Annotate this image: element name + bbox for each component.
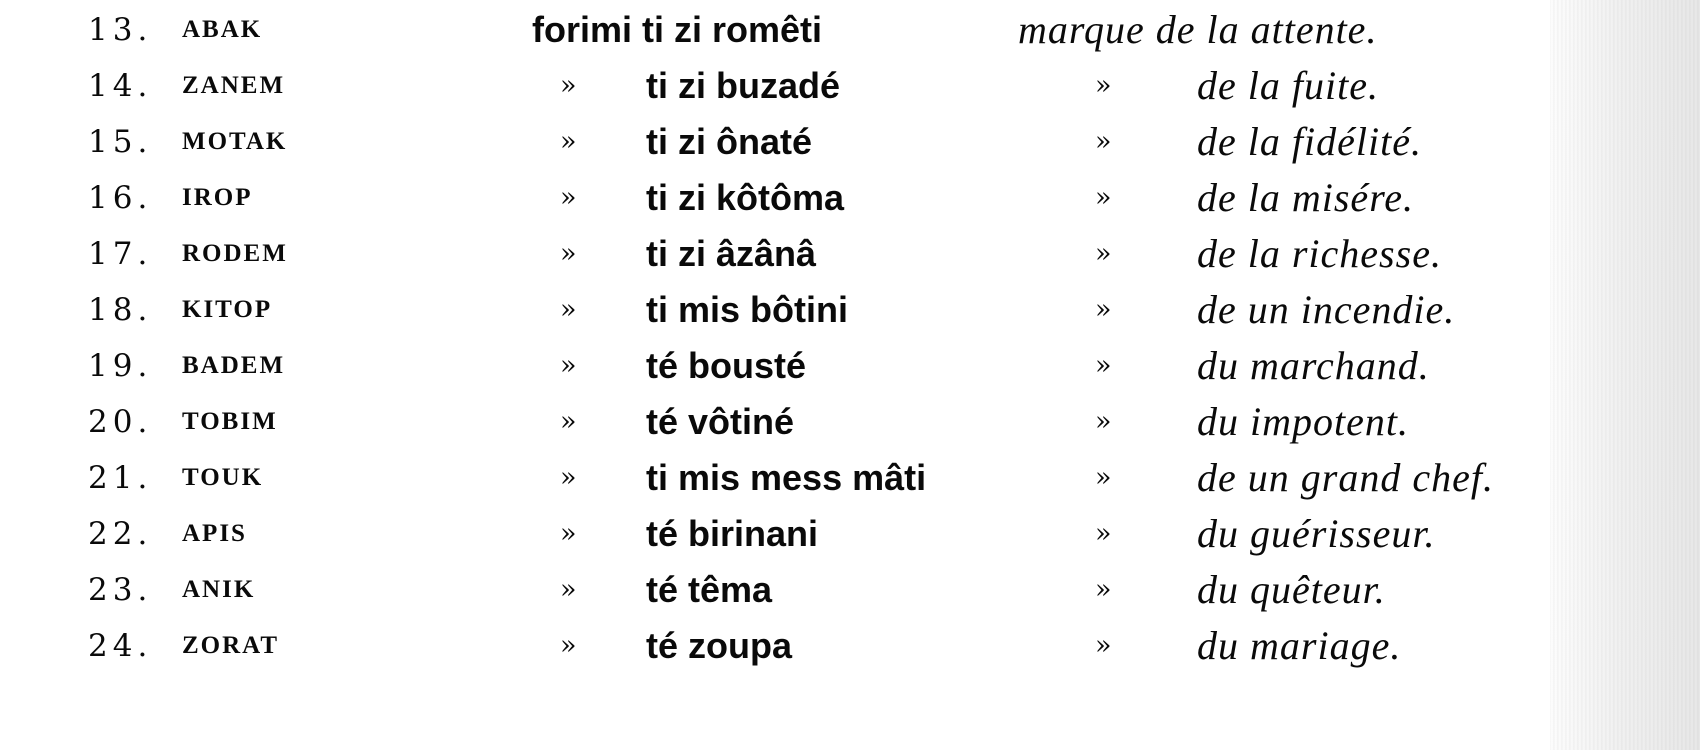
ditto-mark: » [1095,294,1112,325]
ditto-mark: » [560,182,577,213]
ditto-mark: » [560,70,577,101]
table-row [0,504,1700,564]
entry-number: 18. [88,292,153,328]
entry-phrase: té birinani [646,513,819,554]
entry-phrase: ti mis bôtini [646,289,848,330]
entry-number: 20. [88,404,153,440]
entry-phrase: ti zi ônaté [646,121,813,162]
entry-phrase: ti zi buzadé [646,65,841,106]
ditto-mark: » [560,462,577,493]
entry-meaning: du guérisseur. [1197,511,1436,556]
entry-meaning: de la fidélité. [1197,119,1422,164]
entry-number: 15. [88,124,153,160]
entry-word: TOUK [182,464,264,491]
ditto-mark: » [1095,518,1112,549]
ditto-mark: » [560,238,577,269]
entry-phrase: té têma [646,569,773,610]
entry-meaning: du mariage. [1197,623,1402,668]
entry-word: KITOP [182,296,273,323]
entry-number: 17. [88,236,153,272]
ditto-mark: » [560,574,577,605]
ditto-mark: » [1095,70,1112,101]
table-row [0,560,1700,620]
ditto-mark: » [1095,126,1112,157]
entry-meaning: du marchand. [1197,343,1430,388]
table-row [0,168,1700,228]
ditto-mark: » [560,406,577,437]
entry-word: IROP [182,184,253,211]
ditto-mark: » [1095,406,1112,437]
table-row [0,280,1700,340]
entry-meaning: marque de la attente. [1018,7,1378,52]
table-row [0,56,1700,116]
entry-meaning: de un incendie. [1197,287,1456,332]
table-row [0,616,1700,676]
entry-phrase: té vôtiné [646,401,795,442]
entry-number: 24. [88,628,153,664]
entry-number: 13. [88,12,153,48]
entry-phrase: té zoupa [646,625,793,666]
entry-number: 23. [88,572,153,608]
entry-phrase: ti zi kôtôma [646,177,845,218]
entry-word: ABAK [182,16,263,43]
table-row [0,336,1700,396]
ditto-mark: » [1095,630,1112,661]
entry-number: 21. [88,460,153,496]
entry-number: 14. [88,68,153,104]
entry-meaning: de la misére. [1197,175,1415,220]
ditto-mark: » [560,630,577,661]
entry-word: RODEM [182,240,288,267]
entry-phrase: té bousté [646,345,807,386]
ditto-mark: » [560,350,577,381]
table-row [0,224,1700,284]
ditto-mark: » [1095,350,1112,381]
entry-number: 22. [88,516,153,552]
entry-word: BADEM [182,352,286,379]
entry-meaning: du quêteur. [1197,567,1386,612]
entry-meaning: du impotent. [1197,399,1409,444]
entry-word: MOTAK [182,128,288,155]
ditto-mark: » [1095,574,1112,605]
table-row [0,0,1700,60]
ditto-mark: » [560,518,577,549]
ditto-mark: » [560,294,577,325]
entry-word: ZANEM [182,72,286,99]
entry-word: APIS [182,520,247,547]
ditto-mark: » [1095,462,1112,493]
entry-meaning: de un grand chef. [1197,455,1494,500]
entry-phrase: forimi ti zi romêti [532,9,823,50]
entry-word: ANIK [182,576,256,603]
entry-phrase: ti mis mess mâti [646,457,927,498]
entry-number: 19. [88,348,153,384]
table-row [0,448,1700,508]
table-row [0,392,1700,452]
table-row [0,112,1700,172]
ditto-mark: » [1095,238,1112,269]
entry-phrase: ti zi âzânâ [646,233,817,274]
entry-meaning: de la richesse. [1197,231,1442,276]
entry-word: TOBIM [182,408,278,435]
entry-word: ZORAT [182,632,280,659]
ditto-mark: » [1095,182,1112,213]
ditto-mark: » [560,126,577,157]
entry-number: 16. [88,180,153,216]
entry-meaning: de la fuite. [1197,63,1379,108]
